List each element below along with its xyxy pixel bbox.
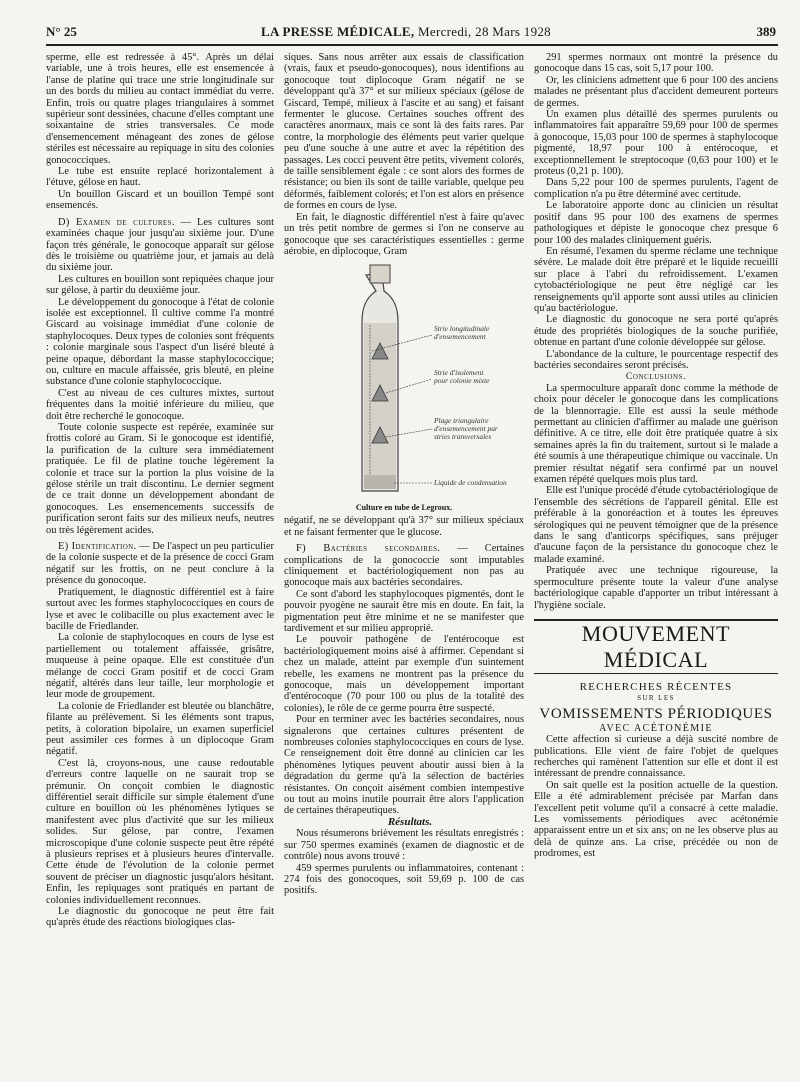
header-rule [46,44,778,46]
page-header [36,24,776,42]
section-text: — Certaines complications de la gonococcie sont imputables cliniquement et bactériologiquement non pas au gonocoque mais aux bactéries secondaires. [284,543,524,589]
page-number: 389 [756,24,776,39]
issue-number: N° 25 [46,24,77,39]
label-line: d'ensemencement [434,332,486,342]
paragraph: Or, les cliniciens admettent que 6 pour 100 des anciens malades ne présentant plus d'accident demeurent porteurs de germes. [534,74,778,109]
results-heading: Résultats. [387,815,433,828]
paragraph: On sait quelle est la position actuelle de la question. Elle a été admirablement précisée par Marfan dans l'excellent petit volume qu'il a consacré à cette maladie. Les vomissements périodiques avec acétonémie apparaissent entre un et six ans; on ne les observe plus au delà de quinze ans. La crise, précédée ou non de prodromes, est [534,779,778,860]
label-isolement [434,369,489,385]
section-text: — De l'aspect un peu particulier de la colonie suspecte et de la présence de cocci Gram négatif sur les frottis, on ne peut conclure à la présence du gonocoque. [46,541,274,587]
journal-title [36,24,776,40]
paragraph: Un examen plus détaillé des spermes purulents ou inflammatoires fait apparaître 59,69 pour 100 de spermes à gonocoque, 15,03 pour 100 de spermes à staphylocoque pigmenté, 18,97 pour 100 à entérocoque, et exceptionnellement le streptocoque (0,63 pour 100) et le proteus (0,21 p. 100). [534,109,778,178]
section-title-mouvement: MOUVEMENT MÉDICAL [581,620,731,672]
article-kicker: RECHERCHES RÉCENTES [579,680,733,693]
tube-plug [370,265,390,283]
paragraph: Un bouillon Giscard et un bouillon Tempé sont ensemencés. [46,188,274,212]
issue-date: Mercredi, 28 Mars 1928 [418,24,551,39]
article-title: VOMISSEMENTS PÉRIODIQUES [539,705,773,722]
label-line: Plage triangulaire [434,416,489,426]
paragraph: Pour en terminer avec les bactéries secondaires, nous signalerons que certaines cultures présentent de nombreuses colonies staphylococciques en cours de lyse. Ce renseignement doit être donné au clinicien car les phénomènes lytiques peuvent aboutir aussi bien à la dégradation du germe qu'à la sélection de bactéries résistantes. On conçoit aisément combien intempestive ou tout au moins inutile pourrait être alors l'application de certaines thérapeutiques. [284,714,524,817]
figure-caption: Culture en tube de Legroux. [355,502,453,512]
conclusions-heading: Conclusions. [625,371,687,383]
label-longitudinal [434,325,489,341]
paragraph: La colonie de staphylocoques en cours de lyse est partiellement ou totalement affaissée, grisâtre, muqueuse à peine opaque. Elle est constituée d'un mélange de cocci Gram positif et de cocci Gram négatif, altérés dans leur taille, leur morphologie et leur mode de groupement. [46,632,274,701]
label-line: Strie d'isolement [434,368,484,378]
label-line: stries transversales [434,432,492,442]
paragraph: L'abondance de la culture, le pourcentage respectif des bactéries secondaires seront précisés. [534,348,778,371]
paragraph: siques. Sans nous arrêter aux essais de classification (vrais, faux et pseudo-gonocoques), nous identifions au gonocoque tout diplocoque Gram négatif ne se développant qu'à 37° et sur milieux spéciaux (gélose de Giscard, Tempé, milieux à l'ascite et au sang) et faisant fermenter le glucose. Certaines souches offrent des caractères anormaux, mais ce sont là des faits rares. Par contre, la morphologie des éléments peut varier quelque peu d'une souche à une autre et avec la répétition des passages. Les cocci peuvent être petits, vivement colorés, de taille sensiblement égale : ce sont alors des formes de résistance; ou bien ils sont de taille variable, quelque peu déformés, faiblement colorés; et l'on est alors en présence de formes en cours de lyse. [284,52,524,212]
article-subtitle: AVEC ACÉTONÉMIE [599,722,713,734]
journal-name: LA PRESSE MÉDICALE, [261,24,415,39]
section-rule-bottom [534,673,778,674]
legroux-tube-figure [284,261,524,513]
condensation-liquid [364,475,396,489]
paragraph: négatif, ne se développant qu'à 37° sur milieux spéciaux et ne faisant fermenter que le glucose. [284,515,524,538]
section-heading: F) Bactéries secondaires. [296,543,441,555]
paragraph: Le tube est ensuite replacé horizontalement à l'étuve, gélose en haut. [46,166,274,189]
paragraph: En résumé, l'examen du sperme réclame une technique sévère. Le malade doit être préparé et le liquide recueilli sur place à l'abri du refroidissement. L'examen cytobactériologique ne peut être négligé car les renseignements qu'il apporte sont aussi utiles au clinicien qu'au bactériologue. [534,245,778,314]
paragraph: Le diagnostic du gonocoque ne sera porté qu'après étude des propriétés biologiques de la souche purifiée, obtenue en partant d'une colonie développée sur gélose. [534,314,778,349]
column-left [46,52,274,929]
paragraph: Toute colonie suspecte est repérée, examinée sur frottis coloré au Gram. Si le gonocoque est identifié, la purification de la culture sera immédiatement pratiquée. Le fil de platine touche légèrement la colonie et trace sur la portion la plus voisine de la gélose stérile un trait discontinu. Le dernier segment de ce trait donne un développement abondant de gonocoques. Les ensemencements successifs de purification seront faits sur des milieux neufs, neutres ou très légèrement acides. [46,422,274,536]
section-e [46,541,274,587]
newspaper-page [36,0,776,1082]
paragraph: Le diagnostic du gonocoque ne peut être fait qu'après étude des réactions biologiques clas- [46,906,274,929]
article-connector: SUR LES [637,694,675,703]
label-line: pour colonie mixte [434,376,490,386]
paragraph: Pratiquement, le diagnostic différentiel est à faire surtout avec les formes staphylococciques en cours de lyse et avec le colibacille ou plus exactement avec le bacille de Friedlander. [46,586,274,632]
paragraph: En fait, le diagnostic différentiel n'est à faire qu'avec un très petit nombre de germes si l'on ne conserve au gonocoque que ses caractéristiques essentielles : germe aérobie, en diplocoque, Gram [284,211,524,257]
section-heading: E) Identification. [58,541,137,553]
paragraph: 459 spermes purulents ou inflammatoires, contenant : 274 fois des gonocoques, soit 59,69 p. 100 de cas positifs. [284,862,524,897]
label-plage [434,417,498,441]
paragraph: Pratiquée avec une technique rigoureuse, la spermoculture présente toute la valeur d'une analyse bactériologique capable d'apporter un tribut intéressant à l'hygiène sociale. [534,565,778,611]
paragraph: Le développement du gonocoque à l'état de colonie isolée est exceptionnel. Il cultive comme l'a montré Giscard au voisinage immédiat d'une colonie de staphylocoques. Deux types de colonies sont fréquents : colonie marginale sous l'aspect d'un liséré bleuté à peine opaque, débordant la masse staphylococcique; ou, culture en macule affaissée, gris bleuté, en pleine substance d'une colonie staphylococcique. [46,296,274,388]
paragraph: C'est au niveau de ces cultures mixtes, surtout fréquentes dans la moitié inférieure du milieu, que doit être recherché le gonocoque. [46,387,274,422]
paragraph: Cette affection si curieuse a déjà suscité nombre de publications. Elle vient de faire l'objet de quelques recherches qui ramènent l'attention sur elle et dont il est intéressant de prendre connaissance. [534,734,778,780]
paragraph: Dans 5,22 pour 100 de spermes purulents, l'agent de complication n'a pu être déterminé avec certitude. [534,177,778,200]
paragraph: Les cultures en bouillon sont repiquées chaque jour sur gélose, à partir du deuxième jour. [46,273,274,297]
paragraph: Le laboratoire apporte donc au clinicien un résultat positif dans 95 pour 100 des examens de spermes pathologiques et dépiste le gonocoque chez presque 6 pour 100 des malades cliniquement guéris. [534,200,778,246]
section-d [46,217,274,274]
paragraph: Nous résumerons brièvement les résultats enregistrés : sur 750 spermes examinés (examen de diagnostic et de contrôle) nous avons trouvé : [284,828,524,863]
column-middle [284,52,524,897]
label-line: Strie longitudinale [434,324,490,334]
paragraph: 291 spermes normaux ont montré la présence du gonocoque dans 15 cas, soit 5,17 pour 100. [534,52,778,75]
section-f [284,543,524,589]
paragraph: Ce sont d'abord les staphylocoques pigmentés, dont le pouvoir pyogène ne saurait être mis en doute. En fait, la pigmentation peut être minime et ne se manifester que tardivement et sur milieu approprié. [284,588,524,634]
paragraph: La spermoculture apparaît donc comme la méthode de choix pour déceler le gonocoque dans les complications de la blennorragie. Elle est aussi la seule méthode permettant au clinicien d'affirmer au malade une guérison définitive. A ce titre, elle doit être pratiquée quatre à six semaines après la fin du traitement, surtout si le malade a été soumis à une thérapeutique chimique ou vaccinale. Un premier résultat négatif sera confirmé par un nouvel examen répété quelques mois plus tard. [534,382,778,486]
column-right [534,52,778,860]
paragraph: Le pouvoir pathogène de l'entérocoque est bactériologiquement moins aisé à affirmer. Cependant si chez un malade, atteint par exemple d'un suintement rebelle, les examens ne montrent pas la présence du gonocoque, mais un développement important d'entérocoque (70 pour 100 ou plus de la totalité des colonies), le rôle de ce germe pourra être suspecté. [284,634,524,714]
label-condensation: Liquide de condensation [434,478,507,488]
section-text: — Les cultures sont examinées chaque jour jusqu'au sixième jour. D'une façon très générale, le gonocoque apparaît sur gélose dès le troisième ou quatrième jour, et jamais au delà du sixième jour. [46,216,274,274]
paragraph: Elle est l'unique procédé d'étude cytobactériologique de l'ensemble des sécrétions de l'appareil génital. Elle est préférable à la gonoréaction et à toutes les épreuves sérologiques qui ne peuvent témoigner que de la présence dans le sang d'anticorps spécifiques, sans préjuger d'aucune façon de la persistance du gonocoque chez le malade examiné. [534,485,778,565]
paragraph: La colonie de Friedlander est bleutée ou blanchâtre, filante au prélèvement. Si les éléments sont trapus, petits, à coloration bipolaire, un examen superficiel peut assimiler ces formes à un diplocoque Gram négatif. [46,700,274,758]
paragraph: sperme, elle est redressée à 45°. Après un délai variable, une à trois heures, elle est ensemencée à l'anse de platine qui trace une strie longitudinale sur un des bords du milieu au contact immédiat du verre. Enfin, trois ou quatre plages triangulaires à sommet supérieur sont dessinées, chacune d'elles comptant une soixantaine de stries transversales. Ce mode d'ensemencement ménageant des zones de gélose stériles est nécessaire au repiquage in situ des colonies gonococciques. [46,52,274,166]
paragraph: C'est là, croyons-nous, une cause redoutable d'erreurs contre laquelle on ne saurait trop se prémunir. On conçoit combien le diagnostic différentiel serait difficile sur simple étalement d'une culture en bouillon où les phénomènes lytiques se manifestent avec plus d'activité que sur les milieux solides. Sur gélose, par contre, l'examen microscopique d'une colonie suspecte peut être répété à plusieurs reprises et à plusieurs heures d'intervalle. Cette étude de l'évolution de la colonie permet souvent de préciser un diagnostic jusqu'alors hésitant. Enfin, les repiquages sont pratiqués en partant de colonies individuellement reconnues. [46,757,274,906]
section-heading: D) Examen de cultures. [58,216,175,228]
label-line: d'ensemencement par [434,424,498,434]
